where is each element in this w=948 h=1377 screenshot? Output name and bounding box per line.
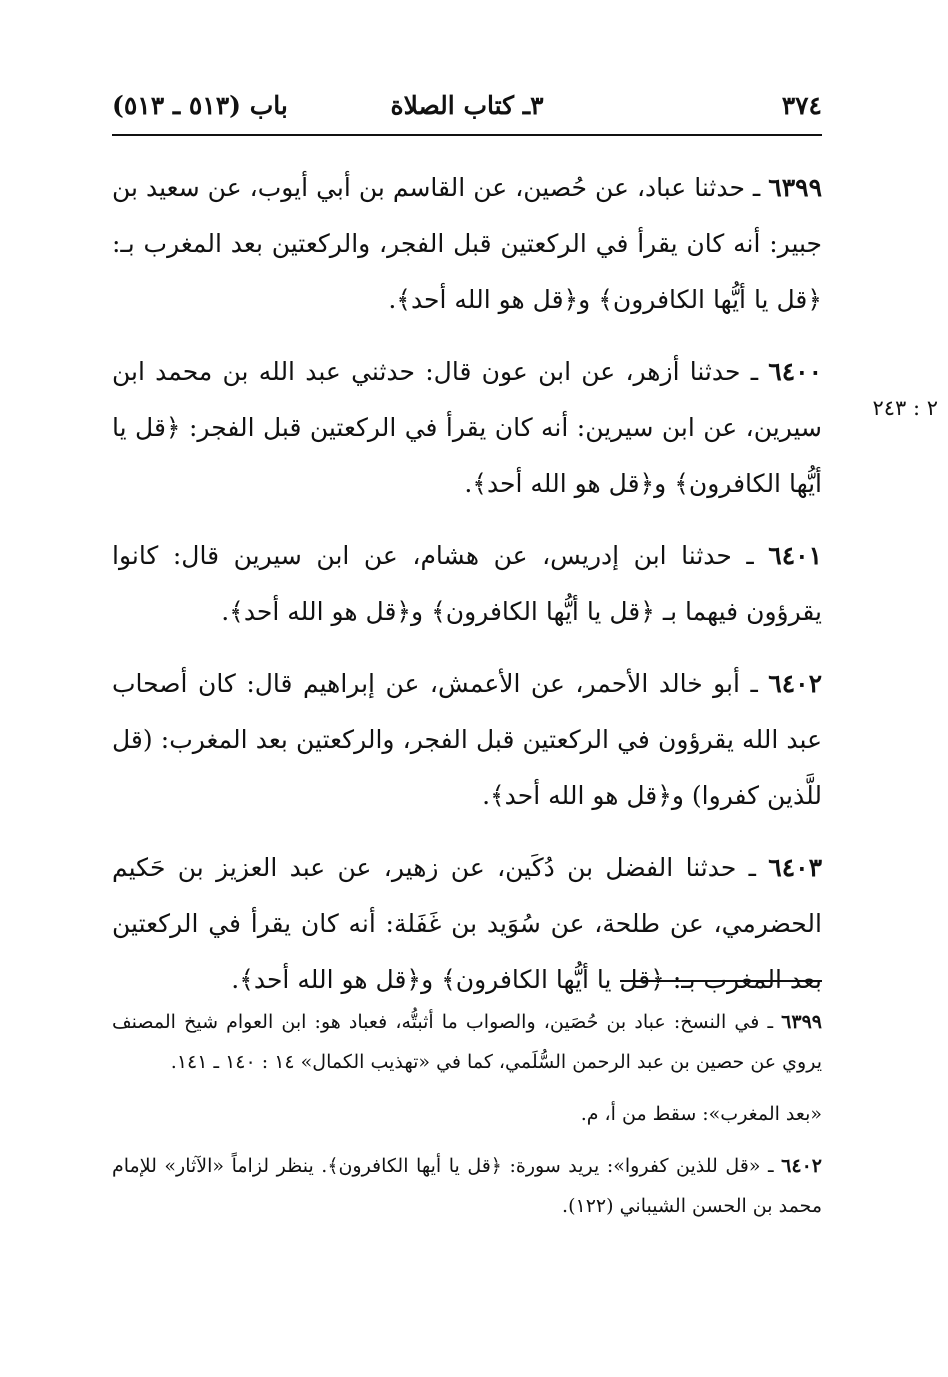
header-divider — [112, 134, 822, 136]
hadith-number: ٦٤٠٠ — [768, 357, 822, 386]
hadith-6401 — [112, 528, 822, 640]
page-header — [112, 86, 822, 130]
hadith-text: ـ حدثنا الفضل بن دُكَين، عن زهير، عن عبد العزيز بن حَكيم الحضرمي، عن طلحة، عن سُوَيد بن غَفَلة: أنه كان يقرأ في الركعتين بعد المغرب بـ: ﴿قل يا أيُّها الكافرون﴾ و﴿قل هو الله أحد﴾. — [112, 853, 822, 994]
footnote-6402 — [112, 1146, 822, 1226]
footnote-text: ـ «قل للذين كفروا»: يريد سورة: ﴿قل يا أيها الكافرون﴾. ينظر لزاماً «الآثار» للإمام محمد بن الحسن الشيباني (١٢٢). — [112, 1155, 822, 1217]
book-title: ٣ـ كتاب الصلاة — [390, 91, 544, 120]
hadith-6399 — [112, 160, 822, 328]
hadith-number: ٦٤٠٣ — [768, 853, 822, 882]
hadith-text: ـ حدثنا أزهر، عن ابن عون قال: حدثني عبد الله بن محمد ابن سيرين، عن ابن سيرين: أنه كان يقرأ في الركعتين قبل الفجر: ﴿قل يا أيُّها الكافرون﴾ و﴿قل هو الله أحد﴾. — [112, 357, 822, 498]
hadith-number: ٦٤٠٢ — [768, 669, 822, 698]
hadith-text: ـ أبو خالد الأحمر، عن الأعمش، عن إبراهيم قال: كان أصحاب عبد الله يقرؤون في الركعتين قبل الفجر، والركعتين بعد المغرب: (قل للَّذين كفروا) و﴿قل هو الله أحد﴾. — [112, 669, 822, 810]
footnote-number: ٦٤٠٢ — [781, 1155, 822, 1177]
hadith-text: ـ حدثنا ابن إدريس، عن هشام، عن ابن سيرين قال: كانوا يقرؤون فيهما بـ ﴿قل يا أيُّها الكافرون﴾ و﴿قل هو الله أحد﴾. — [112, 541, 822, 626]
main-text — [112, 160, 822, 1024]
footnote-missing-phrase — [112, 1094, 822, 1134]
footnote-divider — [620, 980, 822, 982]
margin-reference: ٢ : ٢٤٣ — [872, 396, 938, 420]
hadith-number: ٦٤٠١ — [768, 541, 822, 570]
hadith-text: ـ حدثنا عباد، عن حُصين، عن القاسم بن أبي أيوب، عن سعيد بن جبير: أنه كان يقرأ في الركعتين قبل الفجر، والركعتين بعد المغرب بـ: ﴿قل يا أيُّها الكافرون﴾ و﴿قل هو الله أحد﴾. — [112, 173, 822, 314]
chapter-heading: باب (٥١٣ ـ ٥١٣) — [112, 91, 288, 120]
footnote-text: ـ في النسخ: عباد بن حُصَين، والصواب ما أثبتُّه، فعباد هو: ابن العوام شيخ المصنف يروي عن حصين بن عبد الرحمن السُّلَمي، كما في «تهذيب الكمال» ١٤ : ١٤٠ ـ ١٤١. — [112, 1011, 822, 1073]
hadith-6402 — [112, 656, 822, 824]
hadith-number: ٦٣٩٩ — [768, 173, 822, 202]
footnote-text: «بعد المغرب»: سقط من أ، م. — [580, 1103, 822, 1125]
hadith-6400 — [112, 344, 822, 512]
footnote-number: ٦٣٩٩ — [781, 1011, 822, 1033]
footnote-6399 — [112, 1002, 822, 1082]
hadith-6403 — [112, 840, 822, 1008]
page-number: ٣٧٤ — [781, 91, 822, 120]
footnotes — [112, 1002, 822, 1238]
